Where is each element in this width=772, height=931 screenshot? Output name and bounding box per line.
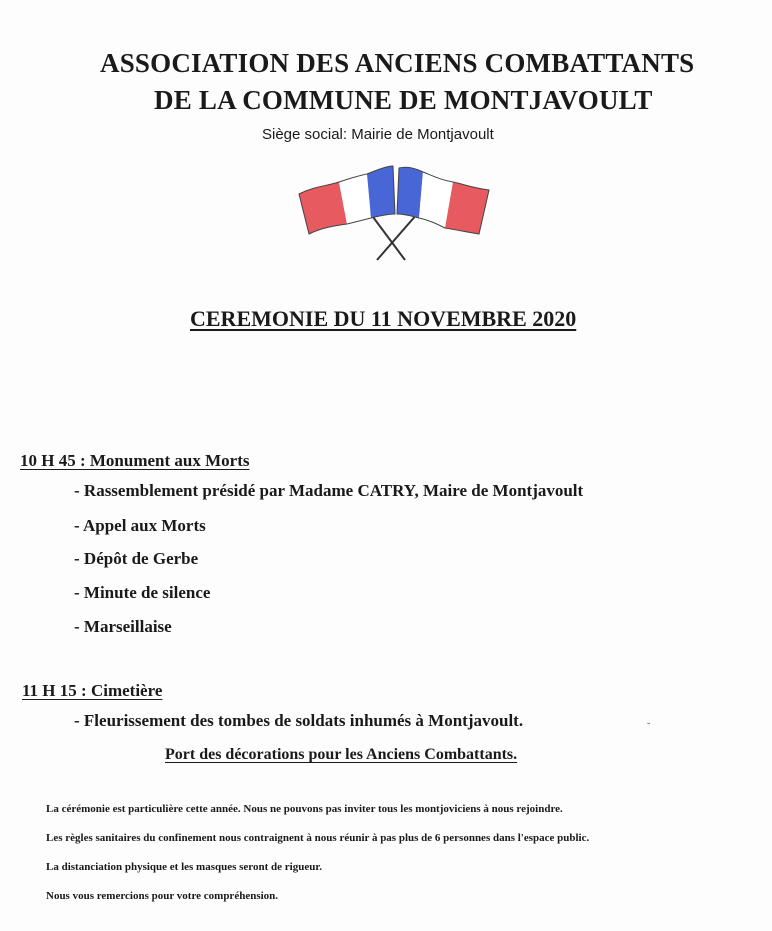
title-line-1: ASSOCIATION DES ANCIENS COMBATTANTS: [100, 48, 695, 78]
list-item: - Fleurissement des tombes de soldats inhumés à Montjavoult.: [74, 711, 524, 730]
info-note: La distanciation physique et les masques seront de rigueur.: [46, 861, 322, 873]
info-note: La cérémonie est particulière cette année. Nous ne pouvons pas inviter tous les montjoviciens à nous rejoindre.: [46, 803, 563, 815]
title-line-2: DE LA COMMUNE DE MONTJAVOULT: [154, 85, 653, 115]
siege-social: Siège social: Mairie de Montjavoult: [262, 126, 494, 143]
scan-speck: ˘: [647, 722, 651, 733]
section-heading-monument: 10 H 45 : Monument aux Morts: [20, 451, 250, 470]
info-note: Nous vous remercions pour votre compréhension.: [46, 890, 279, 902]
ceremony-title: CEREMONIE DU 11 NOVEMBRE 2020: [190, 306, 577, 331]
list-item: - Appel aux Morts: [74, 516, 206, 535]
crossed-french-flags-icon: [295, 160, 495, 267]
section-heading-cimetiere: 11 H 15 : Cimetière: [22, 681, 163, 700]
list-item: - Minute de silence: [74, 583, 211, 602]
list-item: - Marseillaise: [74, 617, 172, 636]
info-note: Les règles sanitaires du confinement nous contraignent à nous réunir à pas plus de 6 personnes dans l'espace public.: [46, 832, 590, 844]
list-item: - Rassemblement présidé par Madame CATRY, Maire de Montjavoult: [74, 481, 584, 500]
decorations-note: Port des décorations pour les Anciens Combattants.: [165, 746, 518, 763]
list-item: - Dépôt de Gerbe: [74, 549, 199, 568]
